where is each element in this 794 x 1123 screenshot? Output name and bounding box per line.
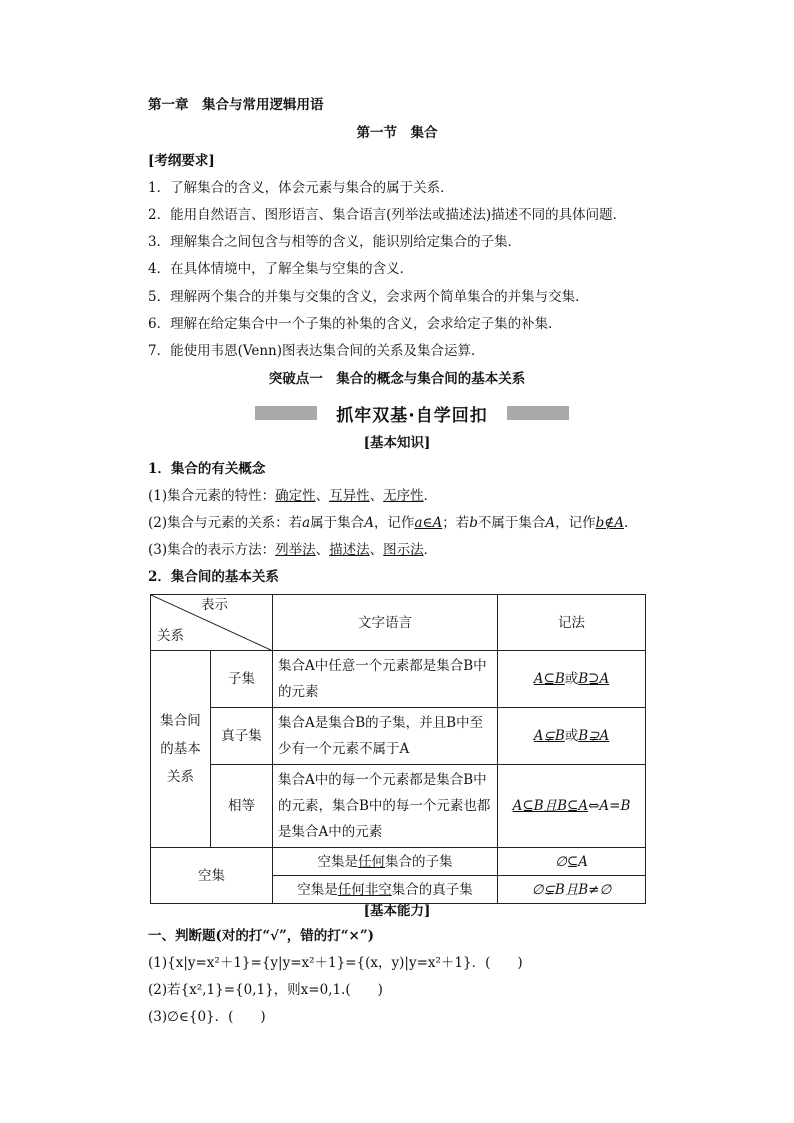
basic-ability-heading: [基本能力] [363, 903, 431, 919]
judgement-title: 一、判断题(对的打“√”，错的打“×”) [148, 928, 375, 944]
emphasis: 任何非空 [337, 881, 392, 898]
concept-title: 1．集合的有关概念 [148, 461, 266, 477]
var-a: a [302, 515, 311, 531]
concept-line-1 [148, 487, 437, 505]
column-header-text: 文字语言 [273, 595, 498, 651]
table-header-row [151, 595, 646, 651]
term-determinacy: 确定性 [275, 488, 316, 504]
text: ，记作 [373, 515, 415, 531]
term-unordered: 无序性 [383, 488, 424, 504]
table-row [151, 651, 646, 708]
notation-not-belongs: b∉A [595, 515, 625, 531]
text: 集合的真子集 [391, 881, 473, 898]
relation-text: 集合A中的每一个元素都是集合B中的元素，集合B中的每一个元素也都是集合A中的元素 [273, 765, 498, 848]
concept-line-1-prefix: (1)集合元素的特性： [148, 488, 276, 504]
section-banner [255, 402, 569, 424]
relation-notation [498, 651, 646, 708]
text: (2)集合与元素的关系：若 [148, 515, 303, 531]
relation-text: 集合A中任意一个元素都是集合B中的元素 [273, 651, 498, 708]
empty-set-text [273, 848, 498, 876]
chapter-title: 第一章 集合与常用逻辑用语 [148, 97, 324, 113]
notation-part: B⊋A [578, 728, 610, 744]
emphasis: 任何 [358, 853, 385, 870]
banner-bar-right [507, 406, 569, 420]
relations-title: 2．集合间的基本关系 [148, 569, 279, 585]
diag-bottom-label: 关系 [157, 628, 184, 644]
relation-notation [498, 765, 646, 848]
text: 不属于集合 [477, 515, 546, 531]
text: 属于集合 [310, 515, 365, 531]
syllabus-item: 3．理解集合之间包含与相等的含义，能识别给定集合的子集． [148, 234, 522, 250]
notation-part: B⊇A [578, 671, 610, 687]
text: 空集是 [317, 853, 358, 870]
notation-part: ∅⊊B且B≠∅ [531, 881, 612, 898]
relations-table [150, 594, 646, 904]
banner-bar-left [255, 406, 317, 420]
relation-name: 相等 [211, 765, 273, 848]
empty-set-notation [498, 848, 646, 876]
relation-name: 子集 [211, 651, 273, 708]
term-description: 描述法 [329, 542, 370, 558]
relation-name: 真子集 [211, 708, 273, 765]
separator: 、 [369, 488, 384, 504]
separator: 、 [315, 542, 330, 558]
empty-set-text [273, 876, 498, 904]
notation-or: 或 [564, 671, 579, 687]
syllabus-heading: [考纲要求] [148, 153, 215, 169]
section-title: 第一节 集合 [356, 125, 438, 141]
syllabus-item: 6．理解在给定集合中一个子集的补集的含义，会求给定子集的补集． [148, 316, 562, 332]
table-row [151, 848, 646, 876]
line-end: ． [423, 542, 438, 558]
syllabus-item: 7．能使用韦恩(Venn)图表达集合间的关系及集合运算． [148, 343, 485, 359]
notation-belongs: a∈A [414, 515, 443, 531]
var-A: A [364, 515, 374, 531]
text: 空集是 [297, 881, 338, 898]
notation-or: 或 [564, 728, 579, 744]
notation-part: A⊆B且B⊆A [512, 798, 589, 814]
breakthrough-title: 突破点一 集合的概念与集合间的基本关系 [268, 371, 526, 387]
question-1: (1){x|y=x²＋1}={y|y=x²＋1}={(x，y)|y=x²＋1}．( ) [148, 955, 523, 971]
diag-top-label: 表示 [201, 597, 228, 613]
syllabus-item: 1．了解集合的含义，体会元素与集合的属于关系． [148, 180, 454, 196]
relation-notation [498, 708, 646, 765]
term-listing: 列举法 [275, 542, 316, 558]
table-row [151, 708, 646, 765]
empty-set-label: 空集 [151, 848, 273, 904]
concept-line-2 [148, 514, 628, 532]
line-end: . [624, 515, 629, 531]
relation-text: 集合A是集合B的子集，并且B中至少有一个元素不属于A [273, 708, 498, 765]
concept-line-3-prefix: (3)集合的表示方法： [148, 542, 276, 558]
var-b: b [469, 515, 478, 531]
syllabus-item: 2．能用自然语言、图形语言、集合语言(列举法或描述法)描述不同的具体问题． [148, 207, 627, 223]
table-row [151, 765, 646, 848]
group-label-cell: 集合间的基本关系 [151, 651, 211, 848]
notation-part: A⊆B [533, 671, 565, 687]
question-2: (2)若{x²,1}={0,1}，则x=0,1.( ) [148, 982, 383, 998]
banner-title: 抓牢双基·自学回扣 [336, 405, 488, 426]
empty-set-notation [498, 876, 646, 904]
notation-part: ⇔A=B [588, 798, 631, 814]
text: 集合的子集 [385, 853, 453, 870]
term-diagram: 图示法 [383, 542, 424, 558]
line-end: ． [423, 488, 438, 504]
separator: 、 [315, 488, 330, 504]
question-3: (3)∅∈{0}．( ) [148, 1009, 266, 1025]
syllabus-item: 4．在具体情境中，了解全集与空集的含义． [148, 261, 414, 277]
text: ；若 [442, 515, 470, 531]
notation-part: ∅⊆A [555, 853, 588, 870]
text: ，记作 [555, 515, 596, 531]
diagonal-header-cell [151, 595, 273, 651]
syllabus-item: 5．理解两个集合的并集与交集的含义，会求两个简单集合的并集与交集． [148, 289, 589, 305]
basic-knowledge-heading: [基本知识] [363, 435, 431, 451]
term-distinctness: 互异性 [329, 488, 370, 504]
notation-part: A⊊B [533, 728, 565, 744]
separator: 、 [369, 542, 384, 558]
column-header-notation: 记法 [498, 595, 646, 651]
concept-line-3 [148, 541, 437, 559]
var-A: A [545, 515, 556, 531]
